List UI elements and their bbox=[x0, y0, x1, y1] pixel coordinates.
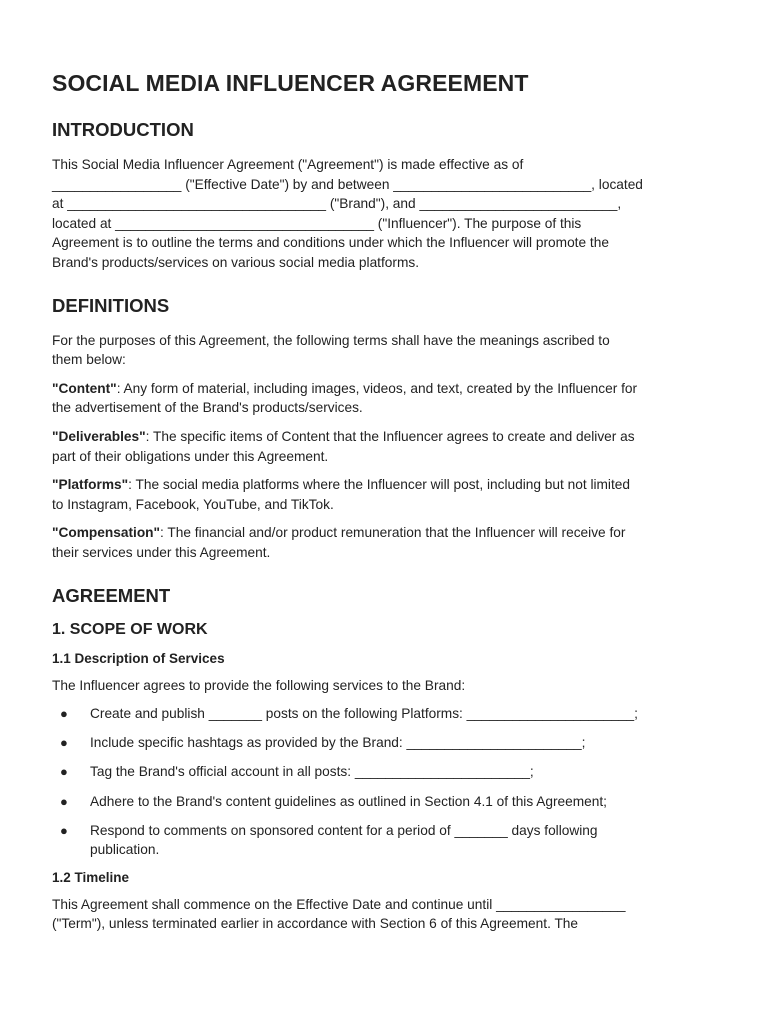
bullet-icon: ● bbox=[60, 735, 68, 751]
list-item: ● Include specific hashtags as provided by the Brand: _______________________; bbox=[52, 733, 722, 753]
timeline-heading: 1.2 Timeline bbox=[52, 869, 130, 885]
bullet-icon: ● bbox=[60, 793, 68, 809]
list-item: ● Create and publish _______ posts on the following Platforms: ______________________; bbox=[52, 704, 722, 724]
scope-of-work-heading: 1. SCOPE OF WORK bbox=[52, 620, 208, 638]
definitions-intro: For the purposes of this Agreement, the following terms shall have the meanings ascribed to them below: bbox=[52, 332, 610, 368]
definitions-heading: DEFINITIONS bbox=[52, 294, 170, 316]
agreement-heading: AGREEMENT bbox=[52, 584, 171, 606]
list-item: ● Adhere to the Brand's content guidelines as outlined in Section 4.1 of this Agreement; bbox=[52, 792, 722, 812]
introduction-paragraph: This Social Media Influencer Agreement ("Agreement") is made effective as of _________________ ("Effective Date") by and between __________________________, located at __________________________________ ("Brand"), and __________________________, located at __________________________________ ("Influencer"). The purpose of this Agreement is to outline the terms and conditions under which the Influencer will promote the Brand's products/services on various social media platforms. bbox=[52, 157, 643, 270]
description-of-services-heading: 1.1 Description of Services bbox=[52, 650, 225, 666]
document-title: SOCIAL MEDIA INFLUENCER AGREEMENT bbox=[52, 70, 529, 96]
services-list bbox=[52, 704, 722, 860]
definition-compensation: "Compensation": The financial and/or product remuneration that the Influencer will receive for their services under this Agreement. bbox=[52, 525, 626, 560]
definition-deliverables: "Deliverables": The specific items of Content that the Influencer agrees to create and deliver as part of their obligations under this Agreement. bbox=[52, 428, 635, 464]
services-intro: The Influencer agrees to provide the following services to the Brand: bbox=[52, 677, 466, 693]
definition-content: "Content": Any form of material, including images, videos, and text, created by the Influencer for the advertisement of the Brand's products/services. bbox=[52, 380, 638, 416]
bullet-icon: ● bbox=[60, 822, 68, 838]
definition-platforms: "Platforms": The social media platforms where the Influencer will post, including but not limited to Instagram, Facebook, YouTube, and TikTok. bbox=[52, 477, 630, 512]
bullet-icon: ● bbox=[60, 764, 68, 780]
list-item: ● Respond to comments on sponsored content for a period of _______ days following publication. bbox=[60, 822, 598, 858]
document-body bbox=[52, 70, 722, 943]
introduction-heading: INTRODUCTION bbox=[52, 119, 194, 140]
bullet-icon: ● bbox=[60, 706, 68, 722]
agreement-section bbox=[52, 585, 722, 934]
list-item: ● Tag the Brand's official account in all posts: _______________________; bbox=[52, 762, 722, 782]
definitions-section bbox=[52, 295, 722, 563]
timeline-paragraph: This Agreement shall commence on the Effective Date and continue until _________________ ("Term"), unless terminated earlier in accordance with Section 6 of this Agreement. The bbox=[52, 896, 626, 932]
